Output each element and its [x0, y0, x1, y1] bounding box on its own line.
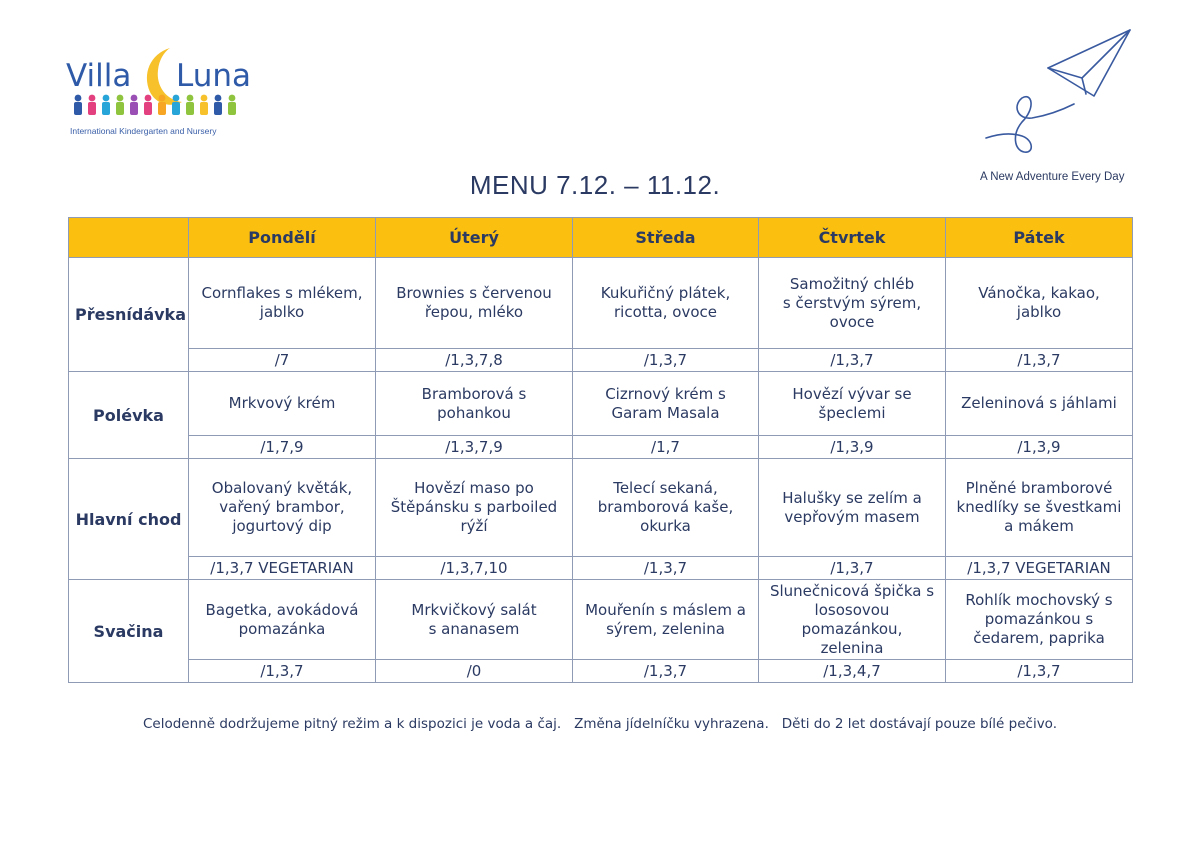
children-figures-icon [70, 94, 242, 116]
allergen-cell: /1,3,4,7 [759, 660, 946, 683]
logo-word-villa: Villa [66, 58, 132, 94]
tagline: A New Adventure Every Day [980, 171, 1125, 183]
header-wednesday: Středa [573, 218, 759, 258]
table-row [69, 459, 1133, 557]
row-label-snack-afternoon: Svačina [69, 580, 189, 683]
allergen-cell: /1,3,7,10 [376, 557, 573, 580]
footer-note: Celodenně dodržujeme pitný režim a k dispozici je voda a čaj. Změna jídelníčku vyhrazena. Děti do 2 let dostávají pouze bílé pečivo. [143, 716, 1057, 732]
dish-cell: Samožitný chléb s čerstvým sýrem, ovoce [759, 258, 946, 349]
page-title: MENU 7.12. – 11.12. [469, 170, 721, 200]
dish-cell: Rohlík mochovský s pomazánkou s čedarem, paprika [946, 580, 1133, 660]
paper-plane-icon [978, 26, 1138, 160]
allergen-cell: /1,3,7 [759, 349, 946, 372]
allergen-row [69, 660, 1133, 683]
row-label-main-course: Hlavní chod [69, 459, 189, 580]
header-row [69, 218, 1133, 258]
table-row [69, 258, 1133, 349]
dish-cell: Bagetka, avokádová pomazánka [189, 580, 376, 660]
allergen-cell: /1,3,7 [759, 557, 946, 580]
allergen-cell: /7 [189, 349, 376, 372]
row-label-snack-morning: Přesnídávka [69, 258, 189, 372]
allergen-cell: /0 [376, 660, 573, 683]
dish-cell: Bramborová s pohankou [376, 372, 573, 436]
dish-cell: Halušky se zelím a vepřovým masem [759, 459, 946, 557]
header-thursday: Čtvrtek [759, 218, 946, 258]
dish-cell: Obalovaný květák, vařený brambor, jogurtový dip [189, 459, 376, 557]
allergen-cell: /1,3,7,9 [376, 436, 573, 459]
allergen-cell: /1,3,9 [759, 436, 946, 459]
allergen-cell: /1,3,7 VEGETARIAN [189, 557, 376, 580]
weekly-menu-table [68, 217, 1133, 683]
allergen-cell: /1,3,7 [189, 660, 376, 683]
dish-cell: Kukuřičný plátek, ricotta, ovoce [573, 258, 759, 349]
dish-cell: Telecí sekaná, bramborová kaše, okurka [573, 459, 759, 557]
allergen-row [69, 436, 1133, 459]
dish-cell: Cizrnový krém s Garam Masala [573, 372, 759, 436]
allergen-cell: /1,7 [573, 436, 759, 459]
dish-cell: Brownies s červenou řepou, mléko [376, 258, 573, 349]
allergen-cell: /1,3,9 [946, 436, 1133, 459]
dish-cell: Cornflakes s mlékem, jablko [189, 258, 376, 349]
allergen-cell: /1,3,7,8 [376, 349, 573, 372]
allergen-cell: /1,3,7 VEGETARIAN [946, 557, 1133, 580]
allergen-cell: /1,3,7 [573, 660, 759, 683]
dish-cell: Mrkvičkový salát s ananasem [376, 580, 573, 660]
table-row [69, 372, 1133, 436]
header-friday: Pátek [946, 218, 1133, 258]
allergen-cell: /1,3,7 [946, 660, 1133, 683]
dish-cell: Hovězí vývar se špeclemi [759, 372, 946, 436]
allergen-row [69, 557, 1133, 580]
header-tuesday: Úterý [376, 218, 573, 258]
logo-subtitle: International Kindergarten and Nursery [70, 126, 217, 136]
header-corner [69, 218, 189, 258]
logo-word-luna: Luna [176, 58, 252, 94]
dish-cell: Mrkvový krém [189, 372, 376, 436]
allergen-cell: /1,3,7 [946, 349, 1133, 372]
dish-cell: Zeleninová s jáhlami [946, 372, 1133, 436]
dish-cell: Vánočka, kakao, jablko [946, 258, 1133, 349]
header-monday: Pondělí [189, 218, 376, 258]
allergen-cell: /1,7,9 [189, 436, 376, 459]
allergen-cell: /1,3,7 [573, 557, 759, 580]
row-label-soup: Polévka [69, 372, 189, 459]
villa-luna-logo [66, 44, 256, 140]
dish-cell: Hovězí maso po Štěpánsku s parboiled rýží [376, 459, 573, 557]
dish-cell: Slunečnicová špička s lososovou pomazánkou, zelenina [759, 580, 946, 660]
dish-cell: Mouřenín s máslem a sýrem, zelenina [573, 580, 759, 660]
allergen-cell: /1,3,7 [573, 349, 759, 372]
dish-cell: Plněné bramborové knedlíky se švestkami a mákem [946, 459, 1133, 557]
allergen-row [69, 349, 1133, 372]
table-row [69, 580, 1133, 660]
